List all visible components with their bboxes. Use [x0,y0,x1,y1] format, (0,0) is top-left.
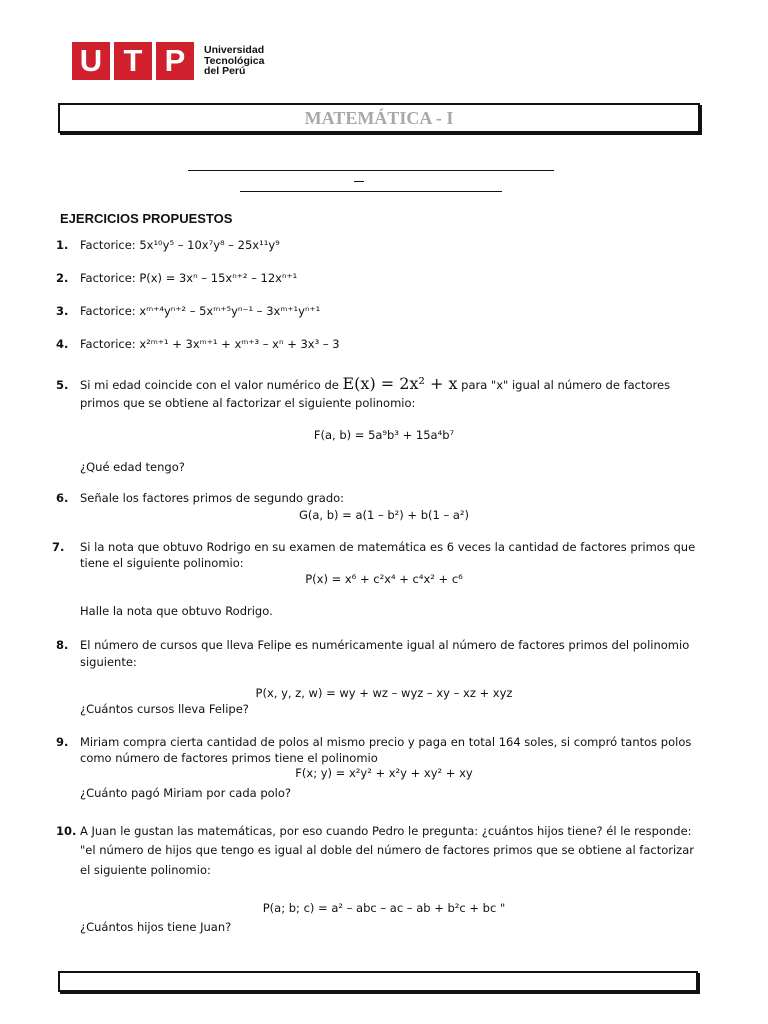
course-title-box [58,103,700,133]
exercise-10-formula: P(a; b; c) = a² – abc – ac – ab + b²c + bc " [262,901,506,915]
exercise-text-cont: para "x" igual al número de factores [461,378,671,392]
exercise-text: A Juan le gustan las matemáticas, por eso cuando Pedro le pregunta: ¿cuántos hijos tiene? él le responde: [80,824,692,838]
exercise-8 [56,638,689,652]
exercise-text: Factorice: 5x¹⁰y⁵ – 10x⁷y⁸ – 25x¹¹y⁹ [80,238,280,252]
exercise-10 [56,824,692,838]
exercise-number: 2. [56,271,69,285]
utp-logo [72,42,264,80]
course-title: MATEMÁTICA - I [304,107,454,128]
exercise-text: Factorice: xᵐ⁺⁴yⁿ⁺² – 5xᵐ⁺⁵yⁿ⁻¹ – 3xᵐ⁺¹yⁿ⁺¹ [80,304,321,318]
exercise-8-line-2: siguiente: [80,655,137,669]
exercise-7 [52,540,695,554]
exercise-7-question: Halle la nota que obtuvo Rodrigo. [80,604,273,618]
exercise-text: Factorice: x²ᵐ⁺¹ + 3xᵐ⁺¹ + xᵐ⁺³ – xⁿ + 3x³ – 3 [80,337,340,351]
exercise-1 [56,238,280,252]
exercise-9-question: ¿Cuánto pagó Miriam por cada polo? [80,786,292,800]
logo-letter-t: T [114,42,152,80]
exercise-10-question: ¿Cuántos hijos tiene Juan? [80,920,232,934]
exercise-3 [56,304,320,318]
exercise-number: 10. [56,824,77,838]
exercise-10-line-2: "el número de hijos que tengo es igual al doble del número de factores primos que se obtiene al factorizar [80,843,694,857]
exercise-8-question: ¿Cuántos cursos lleva Felipe? [80,702,249,716]
exercise-text: Señale los factores primos de segundo grado: [80,491,345,505]
exercise-9-formula: F(x; y) = x²y² + x²y + xy² + xy [295,766,473,780]
logo-text-line-1: Universidad [204,44,265,57]
exercise-5-formula: F(a, b) = 5a⁹b³ + 15a⁴b⁷ [313,428,455,442]
exercise-number: 3. [56,304,69,318]
exercise-7-formula: P(x) = x⁶ + c²x⁴ + c⁴x² + c⁶ [305,572,463,586]
section-title: EJERCICIOS PROPUESTOS [60,211,233,226]
logo-text-line-3: del Perú [204,65,246,78]
exercise-9-line-2: como número de factores primos tiene el polinomio [80,751,378,765]
exercise-number: 5. [56,378,69,392]
exercise-number: 6. [56,491,69,505]
exercise-5-line-2: primos que se obtiene al factorizar el siguiente polinomio: [80,396,416,410]
exercise-number: 7. [52,540,65,554]
exercise-2 [56,271,297,285]
blank-line-2 [240,191,502,192]
exercise-text: Si mi edad coincide con el valor numérico de [80,378,339,392]
exercise-number: 9. [56,735,69,749]
exercise-number: 1. [56,238,69,252]
expression-e-of-x: E(x) = 2x² + x [342,374,458,393]
exercise-5 [56,374,670,393]
logo-text [204,45,264,77]
exercise-text: Si la nota que obtuvo Rodrigo en su examen de matemática es 6 veces la cantidad de factores primos que [80,540,696,554]
exercise-number: 4. [56,337,69,351]
exercise-8-formula: P(x, y, z, w) = wy + wz – wyz – xy – xz + xyz [255,686,513,700]
logo-text-line-2: Tecnológica [204,54,265,67]
exercise-9 [56,735,691,749]
exercise-7-line-2: tiene el siguiente polinomio: [80,556,244,570]
exercise-text: El número de cursos que lleva Felipe es numéricamente igual al número de factores primos del polinomio [80,638,690,652]
exercise-6-formula: G(a, b) = a(1 – b²) + b(1 – a²) [298,508,470,522]
exercise-text: Miriam compra cierta cantidad de polos al mismo precio y paga en total 164 soles, si compró tantos polos [80,735,692,749]
dash-mark [354,181,364,182]
exercise-5-question: ¿Qué edad tengo? [80,460,185,474]
blank-line-1 [188,170,554,171]
exercise-6 [56,491,344,505]
exercise-text: Factorice: P(x) = 3xⁿ – 15xⁿ⁺² – 12xⁿ⁺¹ [80,271,298,285]
exercise-number: 8. [56,638,69,652]
logo-letter-u: U [72,42,110,80]
exercise-4 [56,337,340,351]
footer-box [58,971,698,992]
logo-letter-p: P [156,42,194,80]
exercise-10-line-3: el siguiente polinomio: [80,863,211,877]
